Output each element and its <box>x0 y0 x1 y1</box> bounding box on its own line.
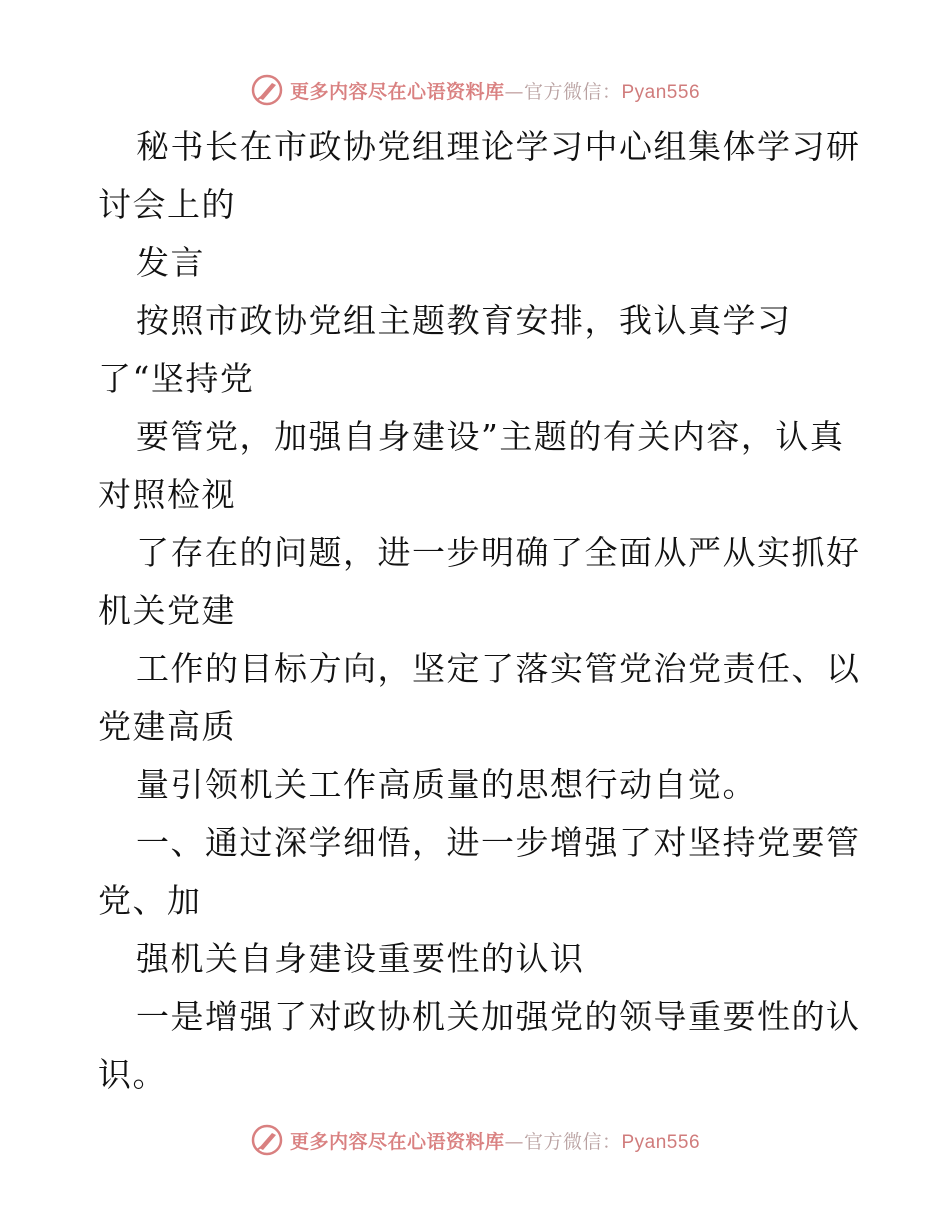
text-line: 一是增强了对政协机关加强党的领导重要性的认 <box>136 997 861 1036</box>
text-line: 了存在的问题，进一步明确了全面从严从实抓好 <box>136 533 861 572</box>
quill-pen-logo-icon <box>250 1123 284 1157</box>
text-line: 讨会上的 <box>98 185 236 224</box>
text-line: 要管党，加强自身建设”主题的有关内容，认真 <box>136 417 845 456</box>
footer-watermark <box>0 1120 950 1160</box>
watermark-wechat-id: Pyan556 <box>621 81 701 103</box>
watermark-official-label: 官方微信： <box>523 1130 622 1153</box>
text-line: 强机关自身建设重要性的认识 <box>136 939 585 978</box>
watermark-brand: 更多内容尽在心语资料库 <box>289 80 505 103</box>
text-line: 党建高质 <box>98 707 236 746</box>
text-line: 党、加 <box>98 881 202 920</box>
watermark-official-label: 官方微信： <box>523 80 622 103</box>
text-line: 量引领机关工作高质量的思想行动自觉。 <box>136 765 757 804</box>
document-body <box>98 118 861 1104</box>
watermark-text <box>290 77 700 104</box>
text-line: 对照检视 <box>98 475 236 514</box>
text-line: 识。 <box>98 1055 167 1094</box>
quill-pen-logo-icon <box>250 73 284 107</box>
text-line: 秘书长在市政协党组理论学习中心组集体学习研 <box>136 127 861 166</box>
text-line: 机关党建 <box>98 591 236 630</box>
text-line: 按照市政协党组主题教育安排，我认真学习 <box>136 301 792 340</box>
text-line: 了“坚持党 <box>98 359 255 398</box>
watermark-text <box>290 1127 700 1154</box>
text-line: 工作的目标方向，坚定了落实管党治党责任、以 <box>136 649 861 688</box>
watermark-wechat-id: Pyan556 <box>621 1131 701 1153</box>
watermark-dash: — <box>504 80 524 103</box>
watermark-brand: 更多内容尽在心语资料库 <box>289 1130 505 1153</box>
text-line: 发言 <box>136 243 205 282</box>
watermark-dash: — <box>504 1130 524 1153</box>
text-line: 一、通过深学细悟，进一步增强了对坚持党要管 <box>136 823 861 862</box>
header-watermark <box>0 70 950 110</box>
